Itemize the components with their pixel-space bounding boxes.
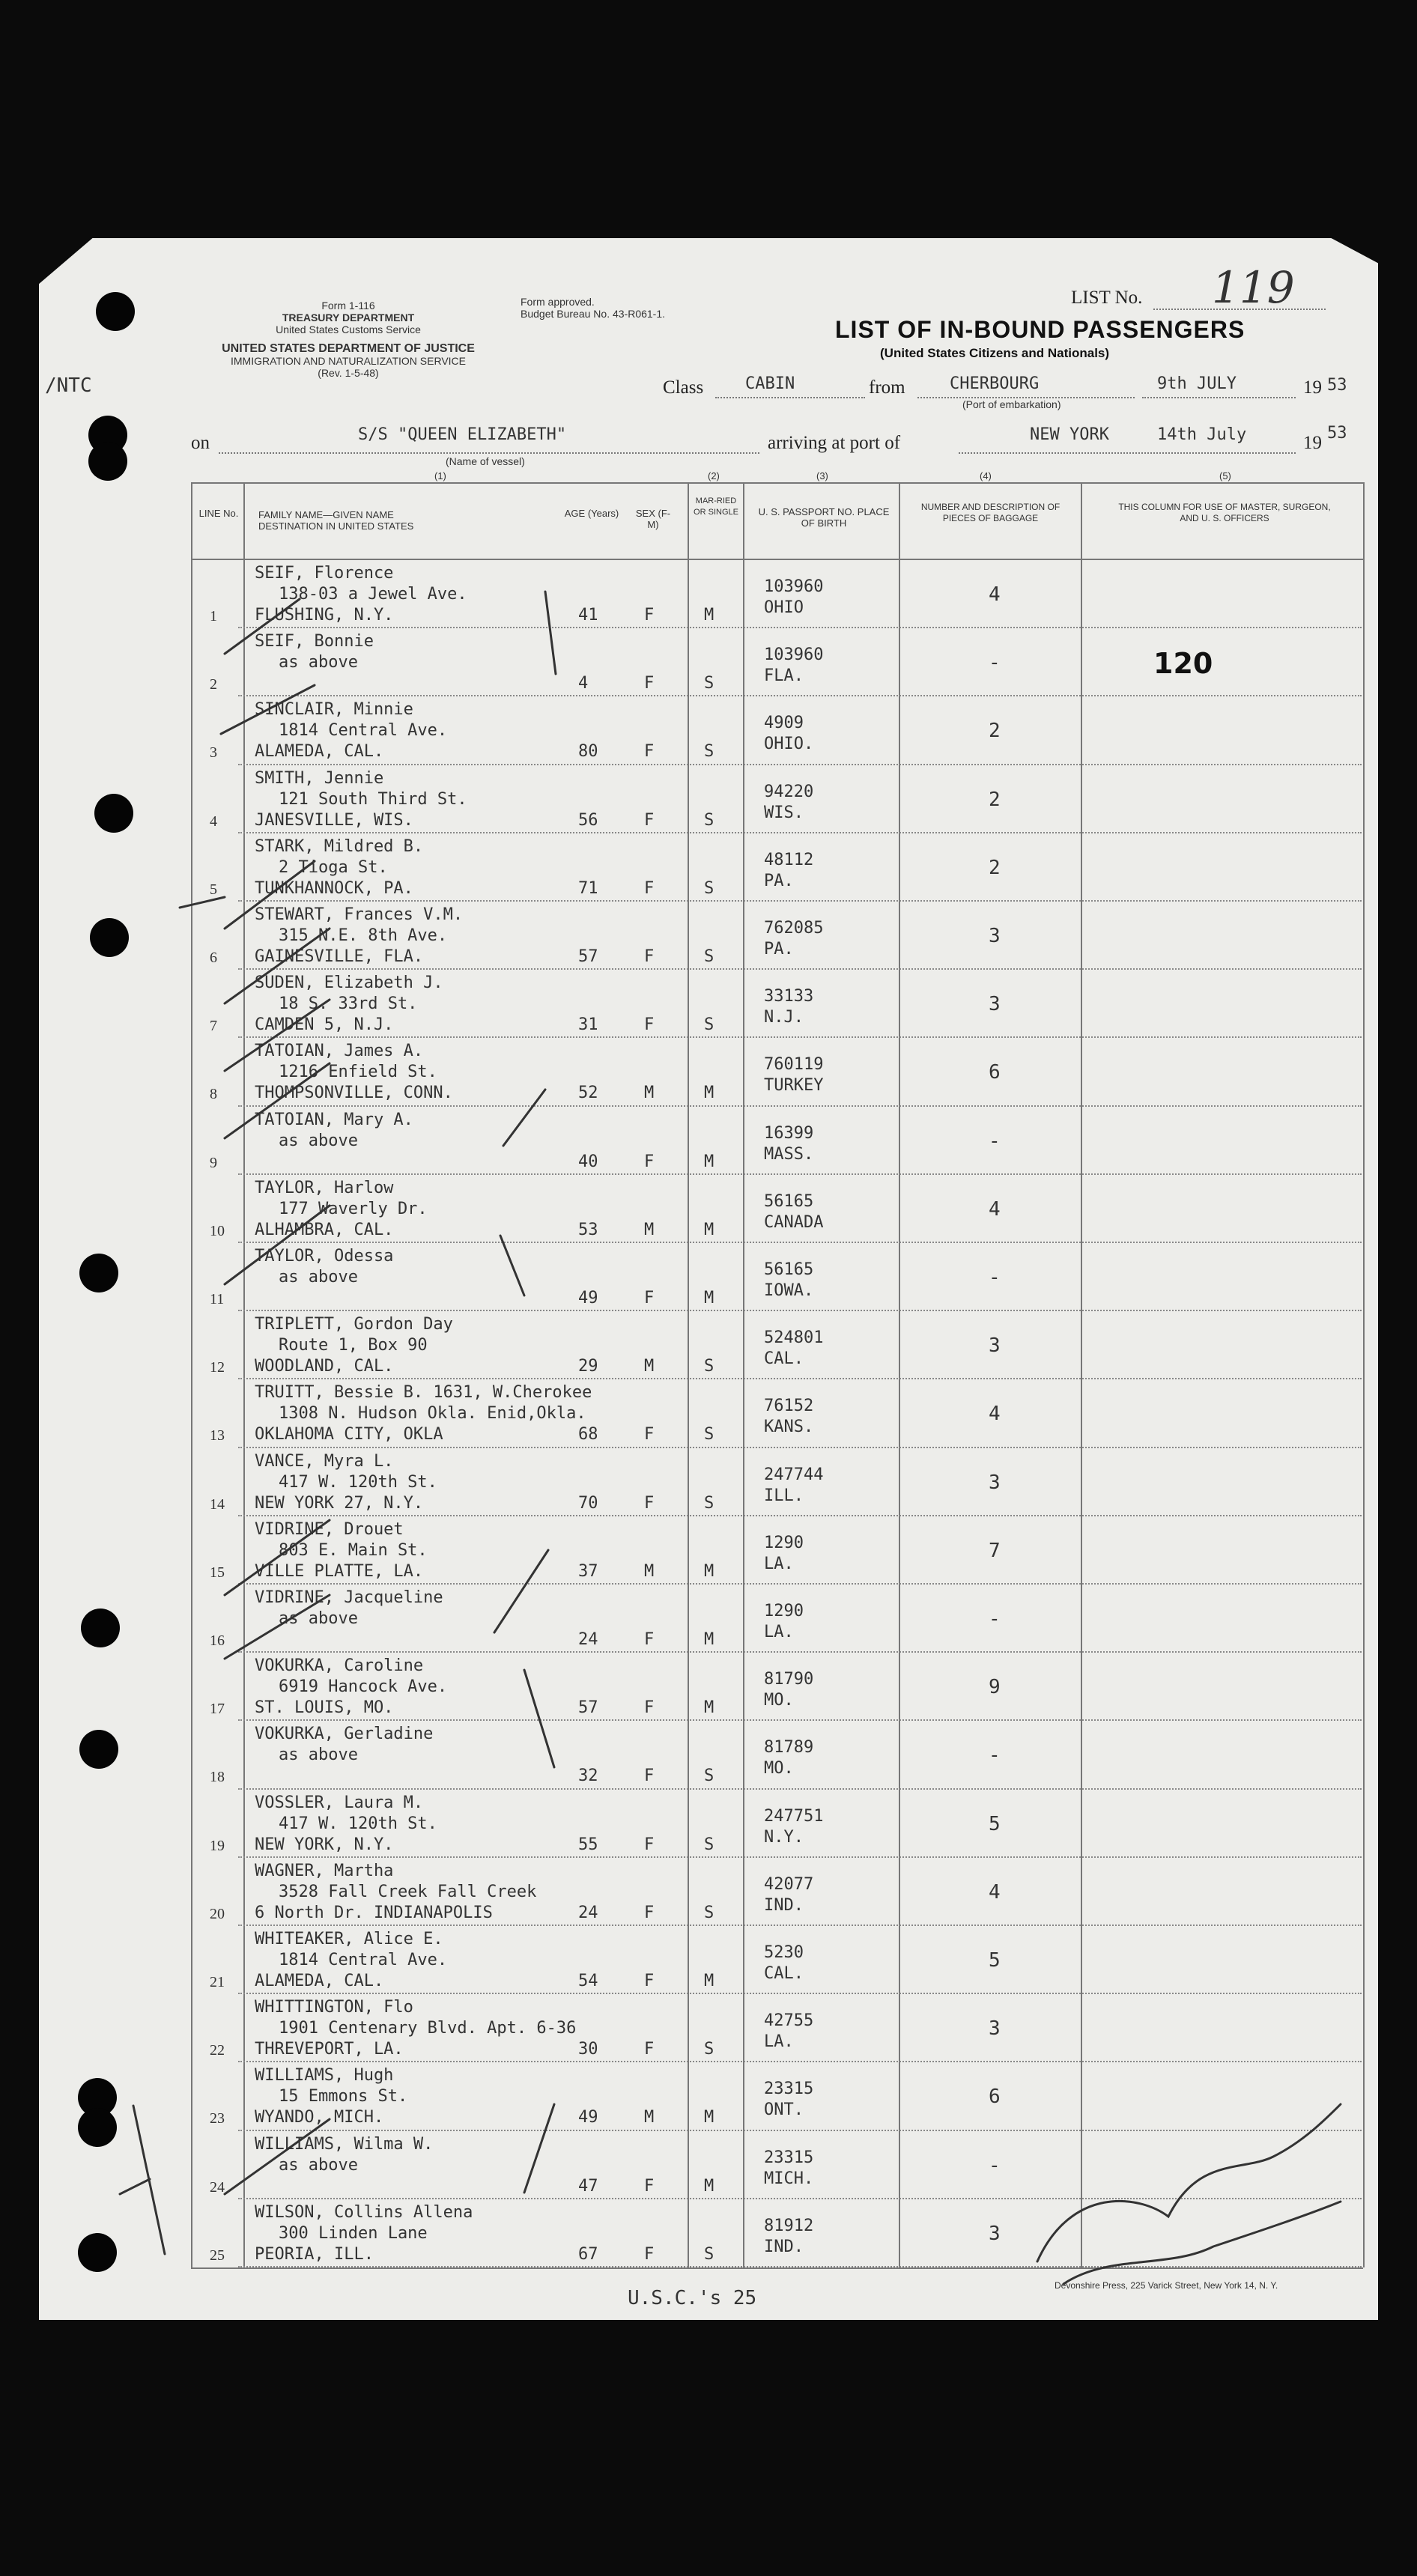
passenger-city: TUNKHANNOCK, PA. bbox=[255, 878, 413, 898]
from-label: from bbox=[869, 377, 905, 398]
passenger-sex: F bbox=[644, 1767, 655, 1786]
passenger-age: 53 bbox=[578, 1220, 598, 1239]
vessel-note: (Name of vessel) bbox=[446, 455, 525, 467]
passport-number: 42755 bbox=[764, 2011, 814, 2031]
passenger-age: 80 bbox=[578, 742, 598, 762]
passenger-name: TAYLOR, Odessa bbox=[255, 1247, 394, 1266]
passenger-marital: S bbox=[704, 1493, 714, 1513]
line-number: 14 bbox=[210, 1495, 225, 1513]
passenger-name: TRIPLETT, Gordon Day bbox=[255, 1315, 453, 1334]
place-of-birth: N.Y. bbox=[764, 1827, 804, 1847]
baggage-count: 3 bbox=[989, 925, 1001, 947]
passenger-age: 32 bbox=[578, 1767, 598, 1786]
passenger-sex: F bbox=[644, 1630, 655, 1649]
passenger-address: 2 Tioga St. bbox=[279, 857, 388, 877]
line-number: 21 bbox=[210, 1974, 225, 1990]
passenger-marital: S bbox=[704, 810, 714, 830]
passenger-city: THREVEPORT, LA. bbox=[255, 2040, 404, 2059]
passenger-address: as above bbox=[279, 1131, 358, 1150]
passenger-age: 71 bbox=[578, 878, 598, 898]
place-of-birth: CAL. bbox=[764, 1349, 804, 1369]
passenger-address: 3528 Fall Creek Fall Creek bbox=[279, 1882, 537, 1901]
passenger-sex: F bbox=[644, 1972, 655, 1990]
passenger-name: TAYLOR, Harlow bbox=[255, 1178, 394, 1197]
col-baggage: NUMBER AND DESCRIPTION OF PIECES OF BAGGAGE bbox=[920, 502, 1061, 523]
line-number: 18 bbox=[210, 1769, 225, 1786]
baggage-count: 5 bbox=[989, 1812, 1001, 1835]
passenger-age: 24 bbox=[578, 1630, 598, 1649]
arrival-year: 53 bbox=[1327, 424, 1347, 443]
passenger-sex: F bbox=[644, 1425, 655, 1445]
passport-number: 1290 bbox=[764, 1602, 804, 1620]
baggage-count: 3 bbox=[989, 1334, 1001, 1358]
passenger-address: as above bbox=[279, 2155, 358, 2175]
line-number: 17 bbox=[210, 1701, 225, 1718]
passenger-sex: M bbox=[644, 1220, 655, 1239]
passenger-marital: S bbox=[704, 1835, 714, 1854]
baggage-count: - bbox=[989, 1744, 1001, 1767]
passport-number: 81789 bbox=[764, 1738, 814, 1758]
passenger-marital: S bbox=[704, 1903, 714, 1922]
passenger-city: WOODLAND, CAL. bbox=[255, 1357, 394, 1376]
place-of-birth: PA. bbox=[764, 940, 794, 959]
passenger-age: 56 bbox=[578, 810, 598, 830]
passenger-age: 29 bbox=[578, 1357, 598, 1376]
passenger-marital: M bbox=[704, 1289, 714, 1307]
passenger-name: VOKURKA, Caroline bbox=[255, 1656, 424, 1676]
class-value: CABIN bbox=[745, 374, 795, 393]
passenger-sex: M bbox=[644, 2108, 655, 2127]
baggage-count: 2 bbox=[989, 720, 1001, 743]
passenger-address: as above bbox=[279, 653, 358, 672]
col-sex: SEX (F-M) bbox=[635, 508, 671, 530]
passenger-city: NEW YORK, N.Y. bbox=[255, 1835, 394, 1854]
passenger-age: 41 bbox=[578, 606, 598, 625]
approved-label: Form approved. bbox=[521, 296, 595, 308]
passenger-city: NEW YORK 27, N.Y. bbox=[255, 1493, 424, 1513]
footer-total: U.S.C.'s 25 bbox=[628, 2287, 757, 2309]
passport-number: 247744 bbox=[764, 1465, 824, 1484]
passenger-marital: M bbox=[704, 2108, 714, 2127]
line-number: 23 bbox=[210, 2110, 225, 2127]
list-number-label: LIST No. bbox=[1071, 288, 1143, 308]
year-prefix-arrive: 19 bbox=[1303, 433, 1322, 453]
justice-label: UNITED STATES DEPARTMENT OF JUSTICE bbox=[222, 342, 475, 355]
class-label: Class bbox=[663, 377, 704, 398]
passenger-city: GAINESVILLE, FLA. bbox=[255, 947, 424, 966]
passenger-age: 70 bbox=[578, 1493, 598, 1513]
col-officers: THIS COLUMN FOR USE OF MASTER, SURGEON, AND U. S. OFFICERS bbox=[1118, 502, 1331, 523]
baggage-count: 6 bbox=[989, 2086, 1001, 2109]
stamp-120: 120 bbox=[1153, 647, 1213, 680]
passenger-sex: F bbox=[644, 1835, 655, 1854]
place-of-birth: TURKEY bbox=[764, 1076, 824, 1096]
passenger-city: ALHAMBRA, CAL. bbox=[255, 1220, 394, 1239]
baggage-count: 3 bbox=[989, 2222, 1001, 2245]
passenger-address: 121 South Third St. bbox=[279, 789, 467, 809]
passenger-name: SEIF, Bonnie bbox=[255, 632, 374, 651]
place-of-birth: ONT. bbox=[764, 2100, 804, 2120]
passport-number: 23315 bbox=[764, 2080, 814, 2099]
place-of-birth: MICH. bbox=[764, 2169, 814, 2188]
passenger-name: SMITH, Jennie bbox=[255, 768, 384, 788]
passenger-city: JANESVILLE, WIS. bbox=[255, 810, 413, 830]
baggage-count: - bbox=[989, 651, 1001, 675]
passenger-name: VIDRINE, Jacqueline bbox=[255, 1588, 443, 1607]
passenger-city: THOMPSONVILLE, CONN. bbox=[255, 1084, 453, 1103]
place-of-birth: CAL. bbox=[764, 1964, 804, 1983]
passenger-name: TRUITT, Bessie B. 1631, W.Cherokee bbox=[255, 1383, 592, 1403]
place-of-birth: CANADA bbox=[764, 1212, 824, 1232]
place-of-birth: LA. bbox=[764, 2032, 794, 2052]
passenger-name: VOSSLER, Laura M. bbox=[255, 1793, 424, 1812]
passenger-name: WHITEAKER, Alice E. bbox=[255, 1930, 443, 1948]
place-of-birth: FLA. bbox=[764, 666, 804, 686]
passenger-marital: M bbox=[704, 1972, 714, 1990]
place-of-birth: LA. bbox=[764, 1554, 794, 1573]
passport-number: 5230 bbox=[764, 1943, 804, 1962]
place-of-birth: PA. bbox=[764, 871, 794, 890]
line-number: 16 bbox=[210, 1632, 225, 1649]
passport-number: 4909 bbox=[764, 714, 804, 733]
baggage-count: - bbox=[989, 2154, 1001, 2177]
passenger-sex: F bbox=[644, 878, 655, 898]
passenger-age: 31 bbox=[578, 1015, 598, 1035]
passenger-name: STEWART, Frances V.M. bbox=[255, 905, 464, 924]
passenger-city: ALAMEDA, CAL. bbox=[255, 742, 384, 762]
passenger-sex: F bbox=[644, 2040, 655, 2059]
passenger-address: as above bbox=[279, 1746, 358, 1765]
line-number: 1 bbox=[210, 608, 217, 625]
passenger-name: VIDRINE, Drouet bbox=[255, 1519, 404, 1539]
passenger-address: 18 S. 33rd St. bbox=[279, 994, 418, 1014]
passenger-address: 417 W. 120th St. bbox=[279, 1472, 437, 1492]
line-number: 9 bbox=[210, 1154, 217, 1171]
passenger-city: ST. LOUIS, MO. bbox=[255, 1698, 394, 1718]
passenger-marital: S bbox=[704, 1767, 714, 1786]
baggage-count: - bbox=[989, 1608, 1001, 1630]
passenger-age: 30 bbox=[578, 2040, 598, 2059]
passenger-address: Route 1, Box 90 bbox=[279, 1336, 428, 1355]
passenger-marital: S bbox=[704, 2040, 714, 2059]
passenger-address: as above bbox=[279, 1268, 358, 1287]
col-married: MAR-RIED OR SINGLE bbox=[694, 496, 738, 517]
baggage-count: 3 bbox=[989, 2017, 1001, 2041]
line-number: 5 bbox=[210, 881, 217, 898]
passenger-name: WHITTINGTON, Flo bbox=[255, 1998, 413, 2017]
passenger-address: 803 E. Main St. bbox=[279, 1540, 428, 1560]
margin-note: /NTC bbox=[45, 374, 92, 397]
col-num-1: (1) bbox=[434, 470, 446, 482]
on-label: on bbox=[191, 433, 210, 453]
place-of-birth: WIS. bbox=[764, 803, 804, 822]
passenger-city: PEORIA, ILL. bbox=[255, 2244, 374, 2264]
col-passport: U. S. PASSPORT NO. PLACE OF BIRTH bbox=[758, 506, 890, 529]
passenger-sex: F bbox=[644, 2244, 655, 2264]
budget-label: Budget Bureau No. 43-R061-1. bbox=[521, 308, 666, 320]
passenger-address: 177 Waverly Dr. bbox=[279, 1199, 428, 1218]
line-number: 11 bbox=[210, 1291, 225, 1307]
arrival-port: NEW YORK bbox=[1030, 425, 1109, 444]
line-number: 13 bbox=[210, 1427, 225, 1445]
passenger-address: 138-03 a Jewel Ave. bbox=[279, 585, 467, 604]
passenger-marital: S bbox=[704, 1357, 714, 1376]
baggage-count: 4 bbox=[989, 1880, 1001, 1904]
place-of-birth: MASS. bbox=[764, 1144, 814, 1164]
baggage-count: 9 bbox=[989, 1676, 1001, 1699]
passenger-age: 67 bbox=[578, 2244, 598, 2264]
line-number: 4 bbox=[210, 812, 217, 830]
passenger-marital: M bbox=[704, 1561, 714, 1581]
passenger-sex: F bbox=[644, 1493, 655, 1513]
passenger-sex: M bbox=[644, 1357, 655, 1376]
passenger-age: 52 bbox=[578, 1084, 598, 1103]
line-number: 8 bbox=[210, 1086, 217, 1103]
passport-number: 103960 bbox=[764, 645, 824, 665]
passenger-address: 315 N.E. 8th Ave. bbox=[279, 926, 448, 945]
treasury-label: TREASURY DEPARTMENT bbox=[282, 312, 415, 323]
passenger-age: 55 bbox=[578, 1835, 598, 1854]
passenger-age: 54 bbox=[578, 1972, 598, 1990]
list-number-value: 119 bbox=[1212, 262, 1295, 313]
line-number: 6 bbox=[210, 950, 217, 966]
col-name: FAMILY NAME—GIVEN NAME DESTINATION IN UNITED STATES bbox=[258, 509, 414, 532]
printer-imprint: Devonshire Press, 225 Varick Street, New York 14, N. Y. bbox=[1055, 2280, 1278, 2291]
passenger-marital: S bbox=[704, 947, 714, 966]
passenger-name: WILSON, Collins Allena bbox=[255, 2202, 473, 2222]
passenger-name: SINCLAIR, Minnie bbox=[255, 700, 413, 720]
line-number: 15 bbox=[210, 1564, 225, 1581]
page-title: LIST OF IN-BOUND PASSENGERS bbox=[835, 316, 1245, 343]
passenger-address: 300 Linden Lane bbox=[279, 2223, 428, 2243]
passenger-age: 40 bbox=[578, 1152, 598, 1171]
passport-number: 76152 bbox=[764, 1397, 814, 1416]
line-number: 12 bbox=[210, 1359, 225, 1376]
passenger-address: 1814 Central Ave. bbox=[279, 1951, 448, 1969]
passenger-name: VOKURKA, Gerladine bbox=[255, 1725, 434, 1744]
passenger-age: 57 bbox=[578, 947, 598, 966]
form-number: Form 1-116 bbox=[321, 300, 375, 312]
col-num-4: (4) bbox=[980, 470, 992, 482]
passenger-sex: F bbox=[644, 742, 655, 762]
passenger-marital: M bbox=[704, 606, 714, 625]
place-of-birth: IND. bbox=[764, 2237, 804, 2256]
line-number: 20 bbox=[210, 1905, 225, 1922]
passport-number: 48112 bbox=[764, 850, 814, 869]
place-of-birth: OHIO bbox=[764, 598, 804, 617]
passenger-city: VILLE PLATTE, LA. bbox=[255, 1561, 424, 1581]
baggage-count: - bbox=[989, 1129, 1001, 1152]
passenger-sex: M bbox=[644, 1084, 655, 1103]
passport-number: 81912 bbox=[764, 2216, 814, 2235]
passenger-age: 49 bbox=[578, 1289, 598, 1307]
passenger-city: OKLAHOMA CITY, OKLA bbox=[255, 1425, 443, 1445]
passenger-marital: M bbox=[704, 1152, 714, 1171]
col-num-5: (5) bbox=[1219, 470, 1231, 482]
departure-date: 9th JULY bbox=[1157, 374, 1237, 393]
passenger-age: 57 bbox=[578, 1698, 598, 1718]
from-value: CHERBOURG bbox=[950, 374, 1040, 393]
passenger-marital: S bbox=[704, 2244, 714, 2264]
passenger-city: 6 North Dr. INDIANAPOLIS bbox=[255, 1903, 493, 1922]
passport-number: 23315 bbox=[764, 2148, 814, 2167]
passenger-sex: F bbox=[644, 674, 655, 693]
passenger-address: 1216 Enfield St. bbox=[279, 1063, 437, 1082]
passenger-marital: M bbox=[704, 1084, 714, 1103]
year-prefix-depart: 19 bbox=[1303, 377, 1322, 398]
col-line-no: LINE No. bbox=[198, 508, 239, 519]
arrival-date: 14th July bbox=[1157, 425, 1247, 444]
passenger-sex: M bbox=[644, 1561, 655, 1581]
passenger-address: 1308 N. Hudson Okla. Enid,Okla. bbox=[279, 1404, 586, 1424]
place-of-birth: MO. bbox=[764, 1759, 794, 1778]
passenger-city: WYANDO, MICH. bbox=[255, 2108, 384, 2127]
place-of-birth: IOWA. bbox=[764, 1281, 814, 1300]
passenger-marital: S bbox=[704, 1015, 714, 1035]
passport-number: 103960 bbox=[764, 577, 824, 596]
passenger-sex: F bbox=[644, 2176, 655, 2196]
passenger-marital: S bbox=[704, 1425, 714, 1445]
page-subtitle: (United States Citizens and Nationals) bbox=[880, 346, 1110, 360]
passport-number: 760119 bbox=[764, 1055, 824, 1075]
departure-year: 53 bbox=[1327, 376, 1347, 395]
passenger-name: WILLIAMS, Wilma W. bbox=[255, 2134, 434, 2154]
passenger-sex: F bbox=[644, 947, 655, 966]
baggage-count: - bbox=[989, 1266, 1001, 1289]
customs-label: United States Customs Service bbox=[276, 323, 421, 335]
passenger-address: 1814 Central Ave. bbox=[279, 721, 448, 741]
passenger-name: STARK, Mildred B. bbox=[255, 836, 424, 856]
baggage-count: 3 bbox=[989, 1471, 1001, 1494]
passenger-age: 37 bbox=[578, 1561, 598, 1581]
passenger-age: 49 bbox=[578, 2108, 598, 2127]
baggage-count: 2 bbox=[989, 788, 1001, 811]
passport-number: 247751 bbox=[764, 1806, 824, 1826]
passenger-name: WILLIAMS, Hugh bbox=[255, 2066, 394, 2086]
passenger-address: 1901 Centenary Blvd. Apt. 6-36 bbox=[279, 2019, 577, 2038]
port-note: (Port of embarkation) bbox=[962, 398, 1061, 410]
passenger-age: 4 bbox=[578, 674, 589, 693]
passenger-sex: F bbox=[644, 1289, 655, 1307]
place-of-birth: LA. bbox=[764, 1623, 794, 1641]
baggage-count: 6 bbox=[989, 1061, 1001, 1084]
passenger-sex: F bbox=[644, 1903, 655, 1922]
revision-label: (Rev. 1-5-48) bbox=[318, 367, 379, 379]
passport-number: 524801 bbox=[764, 1328, 824, 1348]
baggage-count: 3 bbox=[989, 993, 1001, 1016]
baggage-count: 4 bbox=[989, 583, 1001, 606]
passenger-age: 24 bbox=[578, 1903, 598, 1922]
passenger-marital: S bbox=[704, 878, 714, 898]
passenger-marital: M bbox=[704, 2176, 714, 2196]
passenger-address: 417 W. 120th St. bbox=[279, 1814, 437, 1833]
passenger-address: 15 Emmons St. bbox=[279, 2087, 408, 2106]
passenger-name: VANCE, Myra L. bbox=[255, 1451, 394, 1471]
passport-number: 94220 bbox=[764, 782, 814, 801]
passenger-marital: S bbox=[704, 674, 714, 693]
passenger-age: 47 bbox=[578, 2176, 598, 2196]
line-number: 2 bbox=[210, 676, 217, 693]
passenger-marital: M bbox=[704, 1630, 714, 1649]
line-number: 7 bbox=[210, 1018, 217, 1035]
line-number: 3 bbox=[210, 744, 217, 762]
baggage-count: 5 bbox=[989, 1949, 1001, 1972]
vessel-name: S/S "QUEEN ELIZABETH" bbox=[358, 425, 567, 444]
passenger-name: SUDEN, Elizabeth J. bbox=[255, 973, 443, 993]
place-of-birth: N.J. bbox=[764, 1008, 804, 1027]
passenger-name: WAGNER, Martha bbox=[255, 1861, 394, 1880]
passport-number: 762085 bbox=[764, 919, 824, 938]
passenger-marital: M bbox=[704, 1220, 714, 1239]
col-num-3: (3) bbox=[816, 470, 828, 482]
col-num-2: (2) bbox=[708, 470, 720, 482]
passenger-sex: F bbox=[644, 1152, 655, 1171]
line-number: 24 bbox=[210, 2178, 225, 2196]
passenger-sex: F bbox=[644, 1698, 655, 1718]
line-number: 25 bbox=[210, 2247, 225, 2264]
ins-label: IMMIGRATION AND NATURALIZATION SERVICE bbox=[231, 355, 466, 367]
passenger-sex: F bbox=[644, 606, 655, 625]
passenger-name: TATOIAN, James A. bbox=[255, 1042, 424, 1061]
passenger-sex: F bbox=[644, 810, 655, 830]
baggage-count: 7 bbox=[989, 1539, 1001, 1562]
passport-number: 1290 bbox=[764, 1533, 804, 1552]
passenger-age: 68 bbox=[578, 1425, 598, 1445]
place-of-birth: OHIO. bbox=[764, 735, 814, 754]
passenger-address: as above bbox=[279, 1609, 358, 1628]
passport-number: 42077 bbox=[764, 1874, 814, 1894]
place-of-birth: IND. bbox=[764, 1895, 804, 1915]
place-of-birth: KANS. bbox=[764, 1418, 814, 1437]
passport-number: 33133 bbox=[764, 987, 814, 1006]
passenger-name: TATOIAN, Mary A. bbox=[255, 1110, 413, 1129]
line-number: 22 bbox=[210, 2042, 225, 2059]
passenger-name: SEIF, Florence bbox=[255, 564, 394, 583]
passenger-city: CAMDEN 5, N.J. bbox=[255, 1015, 394, 1035]
passport-number: 16399 bbox=[764, 1123, 814, 1143]
place-of-birth: ILL. bbox=[764, 1486, 804, 1505]
passenger-sex: F bbox=[644, 1015, 655, 1035]
baggage-count: 2 bbox=[989, 856, 1001, 879]
col-age: AGE (Years) bbox=[564, 508, 619, 519]
passenger-marital: M bbox=[704, 1698, 714, 1718]
passenger-city: ALAMEDA, CAL. bbox=[255, 1972, 384, 1990]
baggage-count: 4 bbox=[989, 1197, 1001, 1221]
arriving-label: arriving at port of bbox=[768, 433, 901, 453]
line-number: 19 bbox=[210, 1837, 225, 1854]
passenger-city: FLUSHING, N.Y. bbox=[255, 606, 394, 625]
passport-number: 56165 bbox=[764, 1191, 814, 1211]
line-number: 10 bbox=[210, 1222, 225, 1239]
passenger-address: 6919 Hancock Ave. bbox=[279, 1677, 448, 1697]
passenger-marital: S bbox=[704, 742, 714, 762]
baggage-count: 4 bbox=[989, 1403, 1001, 1426]
passport-number: 56165 bbox=[764, 1260, 814, 1279]
passport-number: 81790 bbox=[764, 1670, 814, 1689]
place-of-birth: MO. bbox=[764, 1691, 794, 1710]
